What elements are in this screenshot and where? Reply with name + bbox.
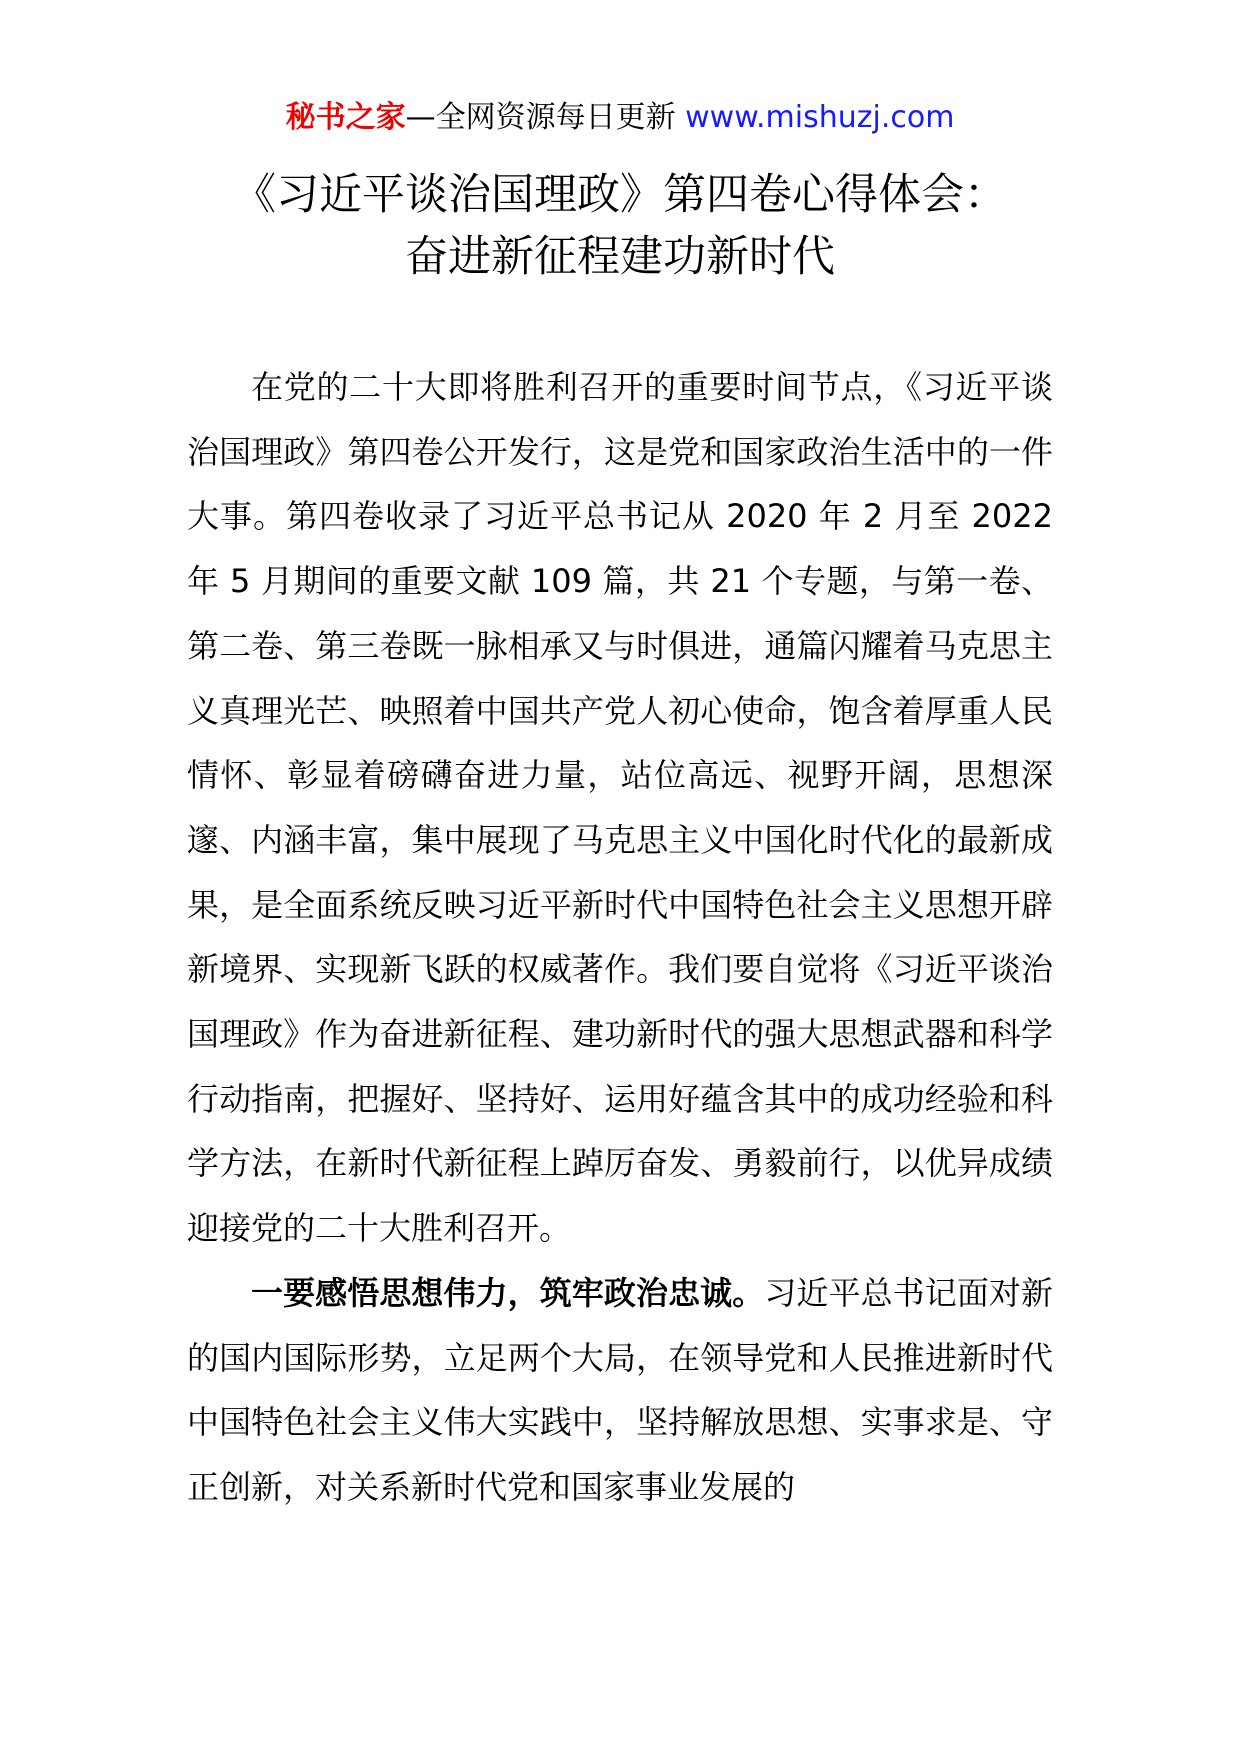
document-title-line-1: 《习近平谈治国理政》第四卷心得体会：: [233, 170, 1007, 220]
body-paragraph-1: 在党的二十大即将胜利召开的重要时间节点，《习近平谈治国理政》第四卷公开发行，这是党和国家政治生活中的一件大事。第四卷收录了习近平总书记从 2020 年 2 月至 2022 年 5 月期间的重要文献 109 篇，共 21 个专题，与第一卷、第二卷、第三卷既一脉相承又与时俱进，通篇闪耀着马克思主义真理光芒、映照着中国共产党人初心使命，饱含着厚重人民情怀、彰显着磅礴奋进力量，站位高远、视野开阔，思想深邃、内涵丰富，集中展现了马克思主义中国化时代化的最新成果，是全面系统反映习近平新时代中国特色社会主义思想开辟新境界、实现新飞跃的权威著作。我们要自觉将《习近平谈治国理政》作为奋进新征程、建功新时代的强大思想武器和科学行动指南，把握好、坚持好、运用好蕴含其中的成功经验和科学方法，在新时代新征程上踔厉奋发、勇毅前行，以优异成绩迎接党的二十大胜利召开。: [187, 368, 1053, 1248]
document-title-line-2: 奋进新征程建功新时代: [405, 232, 835, 282]
site-header: [0, 98, 1240, 138]
site-tagline: —全网资源每日更新: [405, 100, 686, 135]
body-paragraph-2: [187, 1261, 1053, 1520]
document-body: [187, 355, 1053, 1520]
site-brand: 秘书之家: [285, 100, 406, 135]
site-url-link[interactable]: www.mishuzj.com: [685, 100, 955, 135]
paragraph-lead-heading: 一要感悟思想伟力，筑牢政治忠诚。: [251, 1273, 765, 1312]
paragraph-body-text: 习近平总书记面对新的国内国际形势，立足两个大局，在领导党和人民推进新时代中国特色社会主义伟大实践中，坚持解放思想、实事求是、守正创新，对关系新时代党和国家事业发展的: [187, 1273, 1053, 1506]
document-title: [0, 164, 1240, 288]
